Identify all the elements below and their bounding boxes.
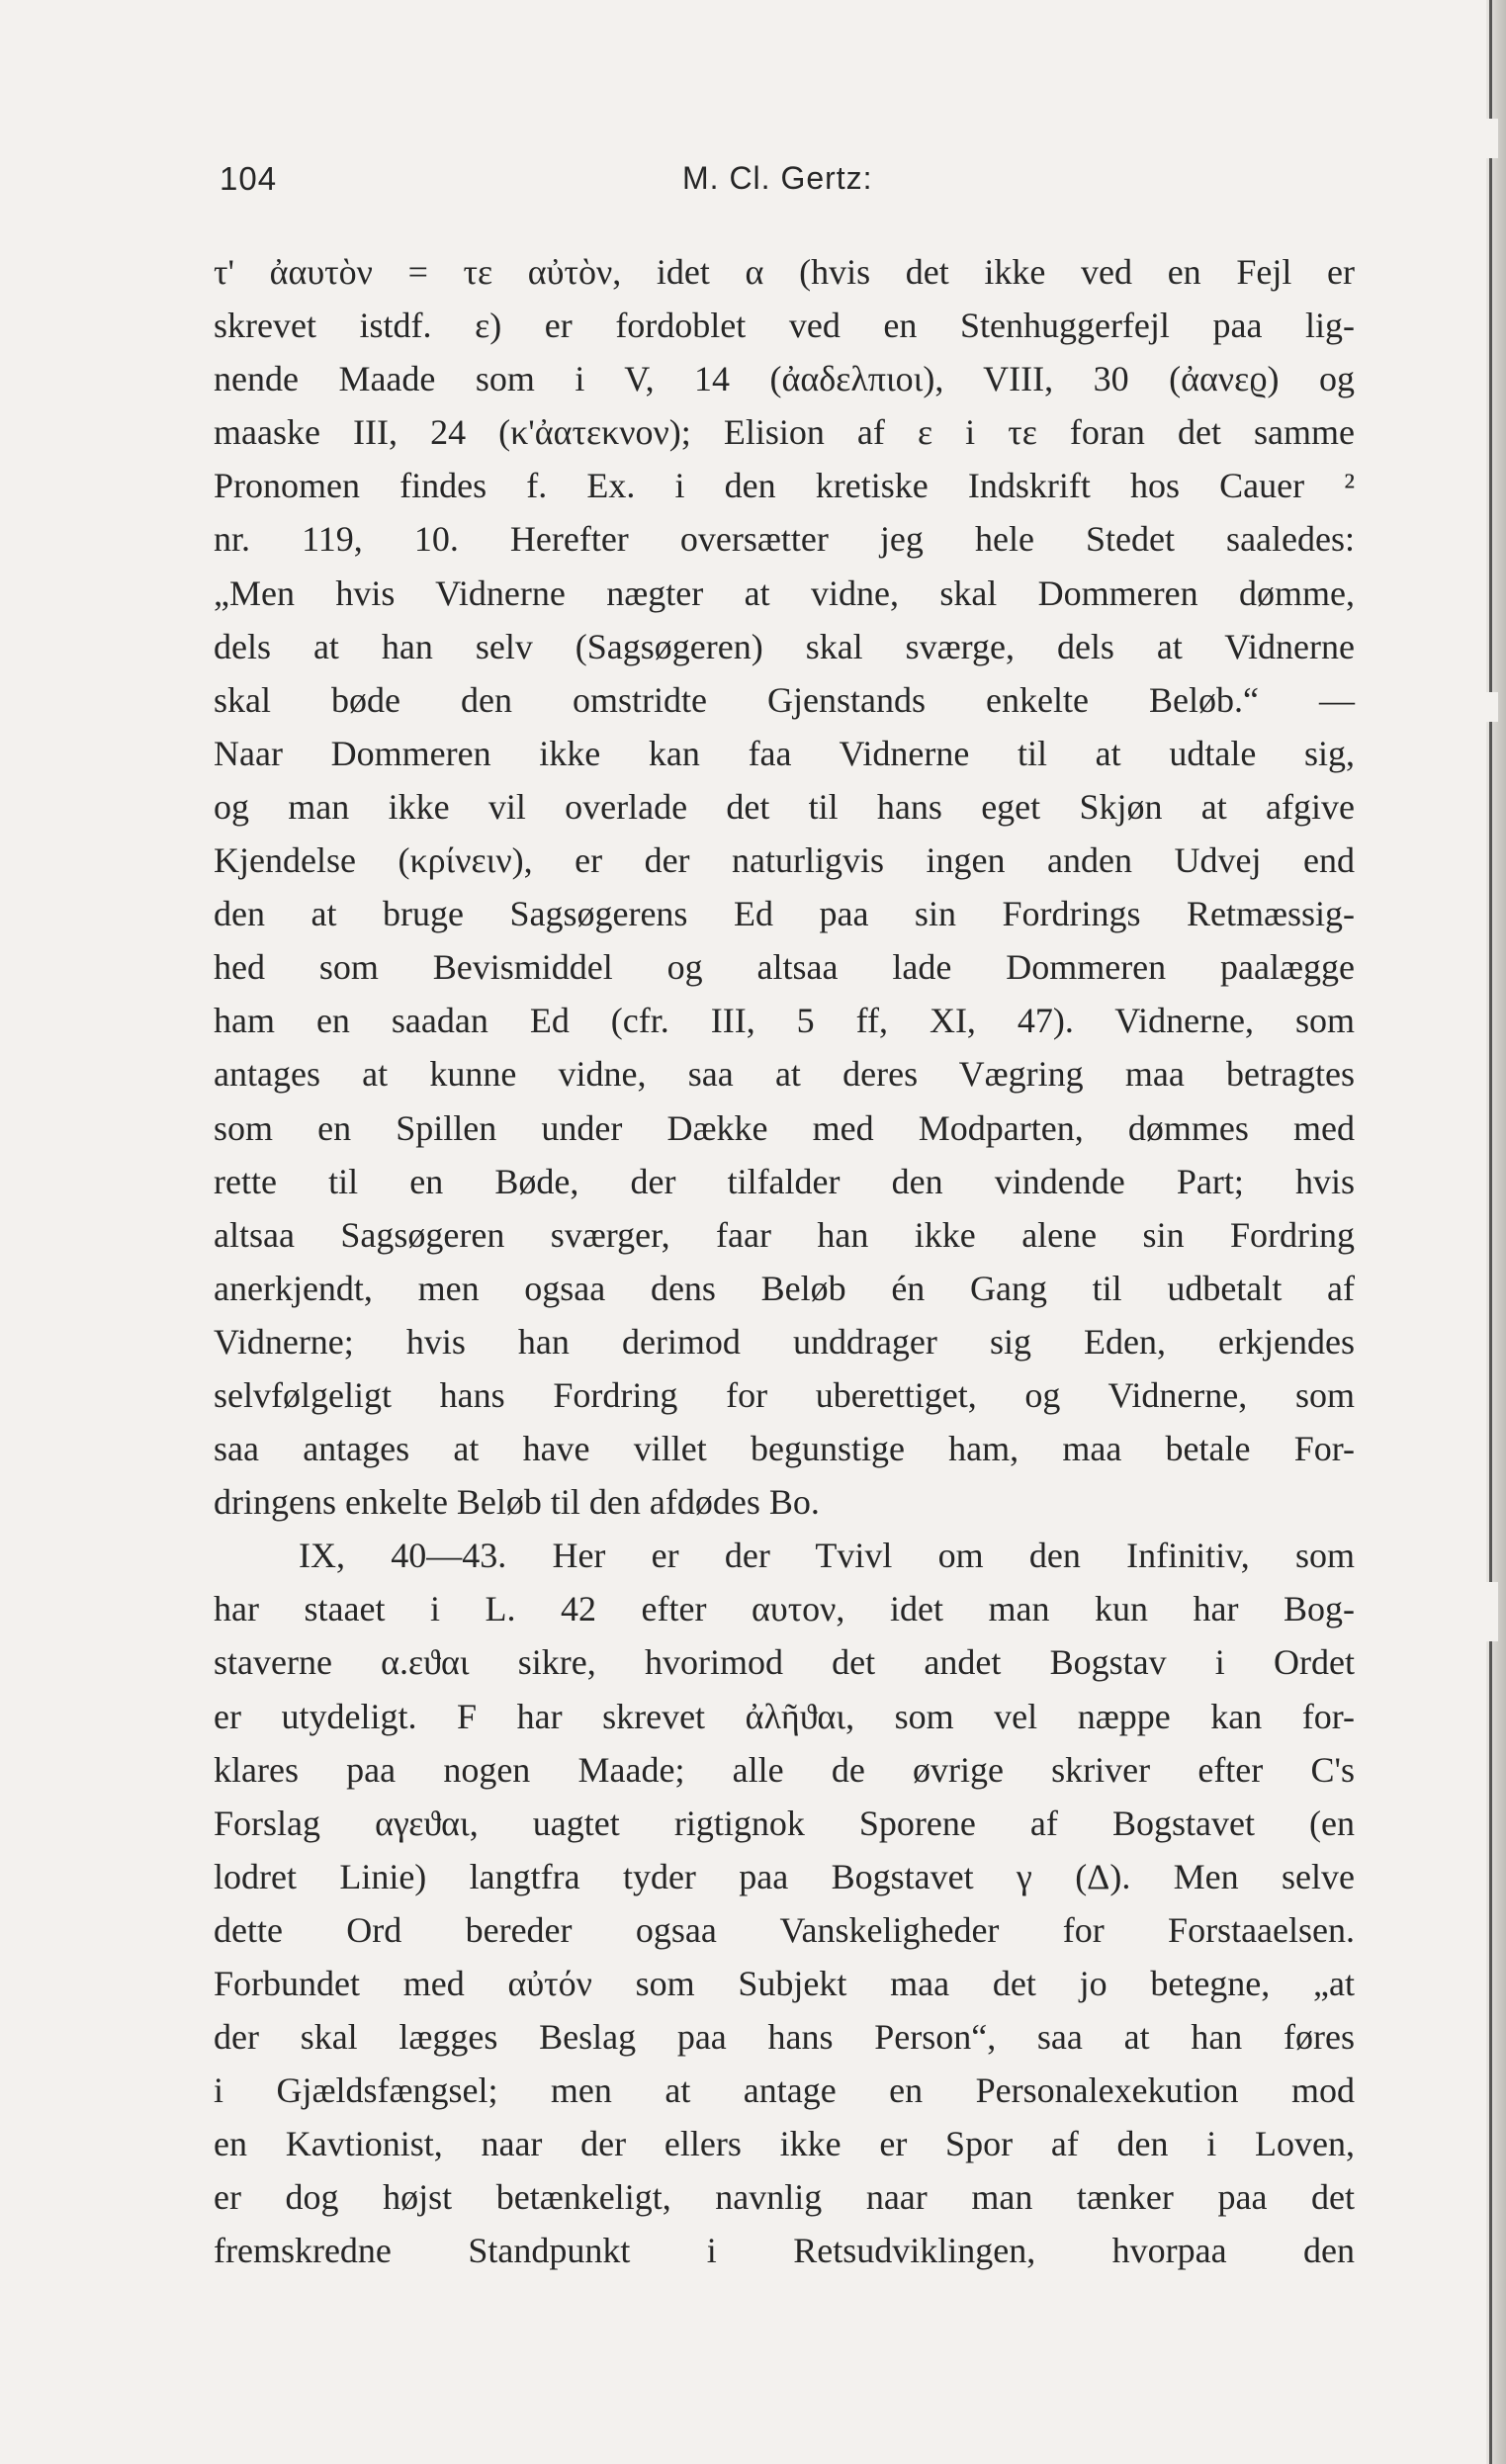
text-line: Vidnerne; hvis han derimod unddrager sig Eden, erkjendes: [214, 1321, 1355, 1362]
running-head: M. Cl. Gertz:: [682, 160, 873, 196]
text-line: saa antages at have villet begunstige ham, maa betale For-: [214, 1429, 1355, 1469]
text-line: lodret Linie) langtfra tyder paa Bogstavet γ (Δ). Men selve: [214, 1856, 1355, 1896]
page-header: [220, 160, 1367, 206]
text-line: ham en saadan Ed (cfr. III, 5 ff, XI, 47). Vidnerne, som: [214, 1001, 1355, 1041]
text-line: der skal lægges Beslag paa hans Person“, saa at han føres: [214, 2017, 1355, 2058]
page-number: 104: [220, 160, 278, 197]
text-line: en Kavtionist, naar der ellers ikke er Spor af den i Loven,: [214, 2124, 1355, 2164]
text-line: Kjendelse (κρίνειν), er der naturligvis ingen anden Udvej end: [214, 840, 1355, 881]
text-line: „Men hvis Vidnerne nægter at vidne, skal Dommeren dømme,: [214, 572, 1355, 613]
text-line: dels at han selv (Sagsøgeren) skal sværge, dels at Vidnerne: [214, 626, 1355, 666]
page-edge-shadow: [1486, 0, 1506, 2464]
text-line: Naar Dommeren ikke kan faa Vidnerne til at udtale sig,: [214, 733, 1355, 773]
text-line: Pronomen findes f. Ex. i den kretiske Indskrift hos Cauer ²: [214, 466, 1355, 506]
edge-gap: [1484, 119, 1498, 158]
edge-gap: [1484, 692, 1498, 722]
text-line: dringens enkelte Beløb til den afdødes Bo.: [214, 1482, 820, 1523]
text-line: altsaa Sagsøgeren sværger, faar han ikke alene sin Fordring: [214, 1214, 1355, 1255]
text-line: og man ikke vil overlade det til hans eget Skjøn at afgive: [214, 786, 1355, 827]
text-line: som en Spillen under Dække med Modparten, dømmes med: [214, 1107, 1355, 1148]
text-line: skal bøde den omstridte Gjenstands enkelte Beløb.“ —: [214, 679, 1355, 720]
text-line: klares paa nogen Maade; alle de øvrige skriver efter C's: [214, 1749, 1355, 1790]
text-line: selvfølgeligt hans Fordring for uberettiget, og Vidnerne, som: [214, 1374, 1355, 1415]
text-line: Forbundet med αὐτόν som Subjekt maa det jo betegne, „at: [214, 1964, 1355, 2003]
text-line: i Gjældsfængsel; men at antage en Personalexekution mod: [214, 2070, 1355, 2111]
text-line: har staaet i L. 42 efter αυτον, idet man kun har Bog-: [214, 1589, 1355, 1629]
text-line: nr. 119, 10. Herefter oversætter jeg hele Stedet saaledes:: [214, 519, 1355, 560]
text-line: antages at kunne vidne, saa at deres Vægring maa betragtes: [214, 1054, 1355, 1095]
binding-shadow: [1489, 0, 1492, 2464]
text-line: er utydeligt. F har skrevet ἀλῆϑαι, som vel næppe kan for-: [214, 1696, 1355, 1736]
body-text: [214, 245, 1355, 2278]
text-line: IX, 40—43. Her er der Tvivl om den Infinitiv, som: [299, 1536, 1355, 1576]
text-line: τ' ἀαυτὸν = τε αὐτὸν, idet α (hvis det ikke ved en Fejl er: [214, 252, 1355, 292]
text-line: staverne α.εϑαι sikre, hvorimod det andet Bogstav i Ordet: [214, 1642, 1355, 1683]
text-line: den at bruge Sagsøgerens Ed paa sin Fordrings Retmæssig-: [214, 894, 1355, 934]
edge-gap: [1484, 1582, 1498, 1641]
text-line: maaske III, 24 (κ'ἀατεκνον); Elision af ε i τε foran det samme: [214, 412, 1355, 453]
text-line: Forslag αγεϑαι, uagtet rigtignok Sporene af Bogstavet (en: [214, 1803, 1355, 1843]
text-line: dette Ord bereder ogsaa Vanskeligheder for Forstaaelsen.: [214, 1909, 1355, 1950]
text-line: fremskredne Standpunkt i Retsudviklingen, hvorpaa den: [214, 2231, 1355, 2271]
text-line: nende Maade som i V, 14 (ἀαδελπιοι), VIII, 30 (ἀανεϱ) og: [214, 359, 1355, 399]
text-line: er dog højst betænkeligt, navnlig naar man tænker paa det: [214, 2177, 1355, 2218]
text-line: hed som Bevismiddel og altsaa lade Dommeren paalægge: [214, 947, 1355, 988]
text-line: rette til en Bøde, der tilfalder den vindende Part; hvis: [214, 1161, 1355, 1201]
text-line: skrevet istdf. ε) er fordoblet ved en Stenhuggerfejl paa lig-: [214, 306, 1355, 346]
text-line: anerkjendt, men ogsaa dens Beløb én Gang til udbetalt af: [214, 1268, 1355, 1308]
